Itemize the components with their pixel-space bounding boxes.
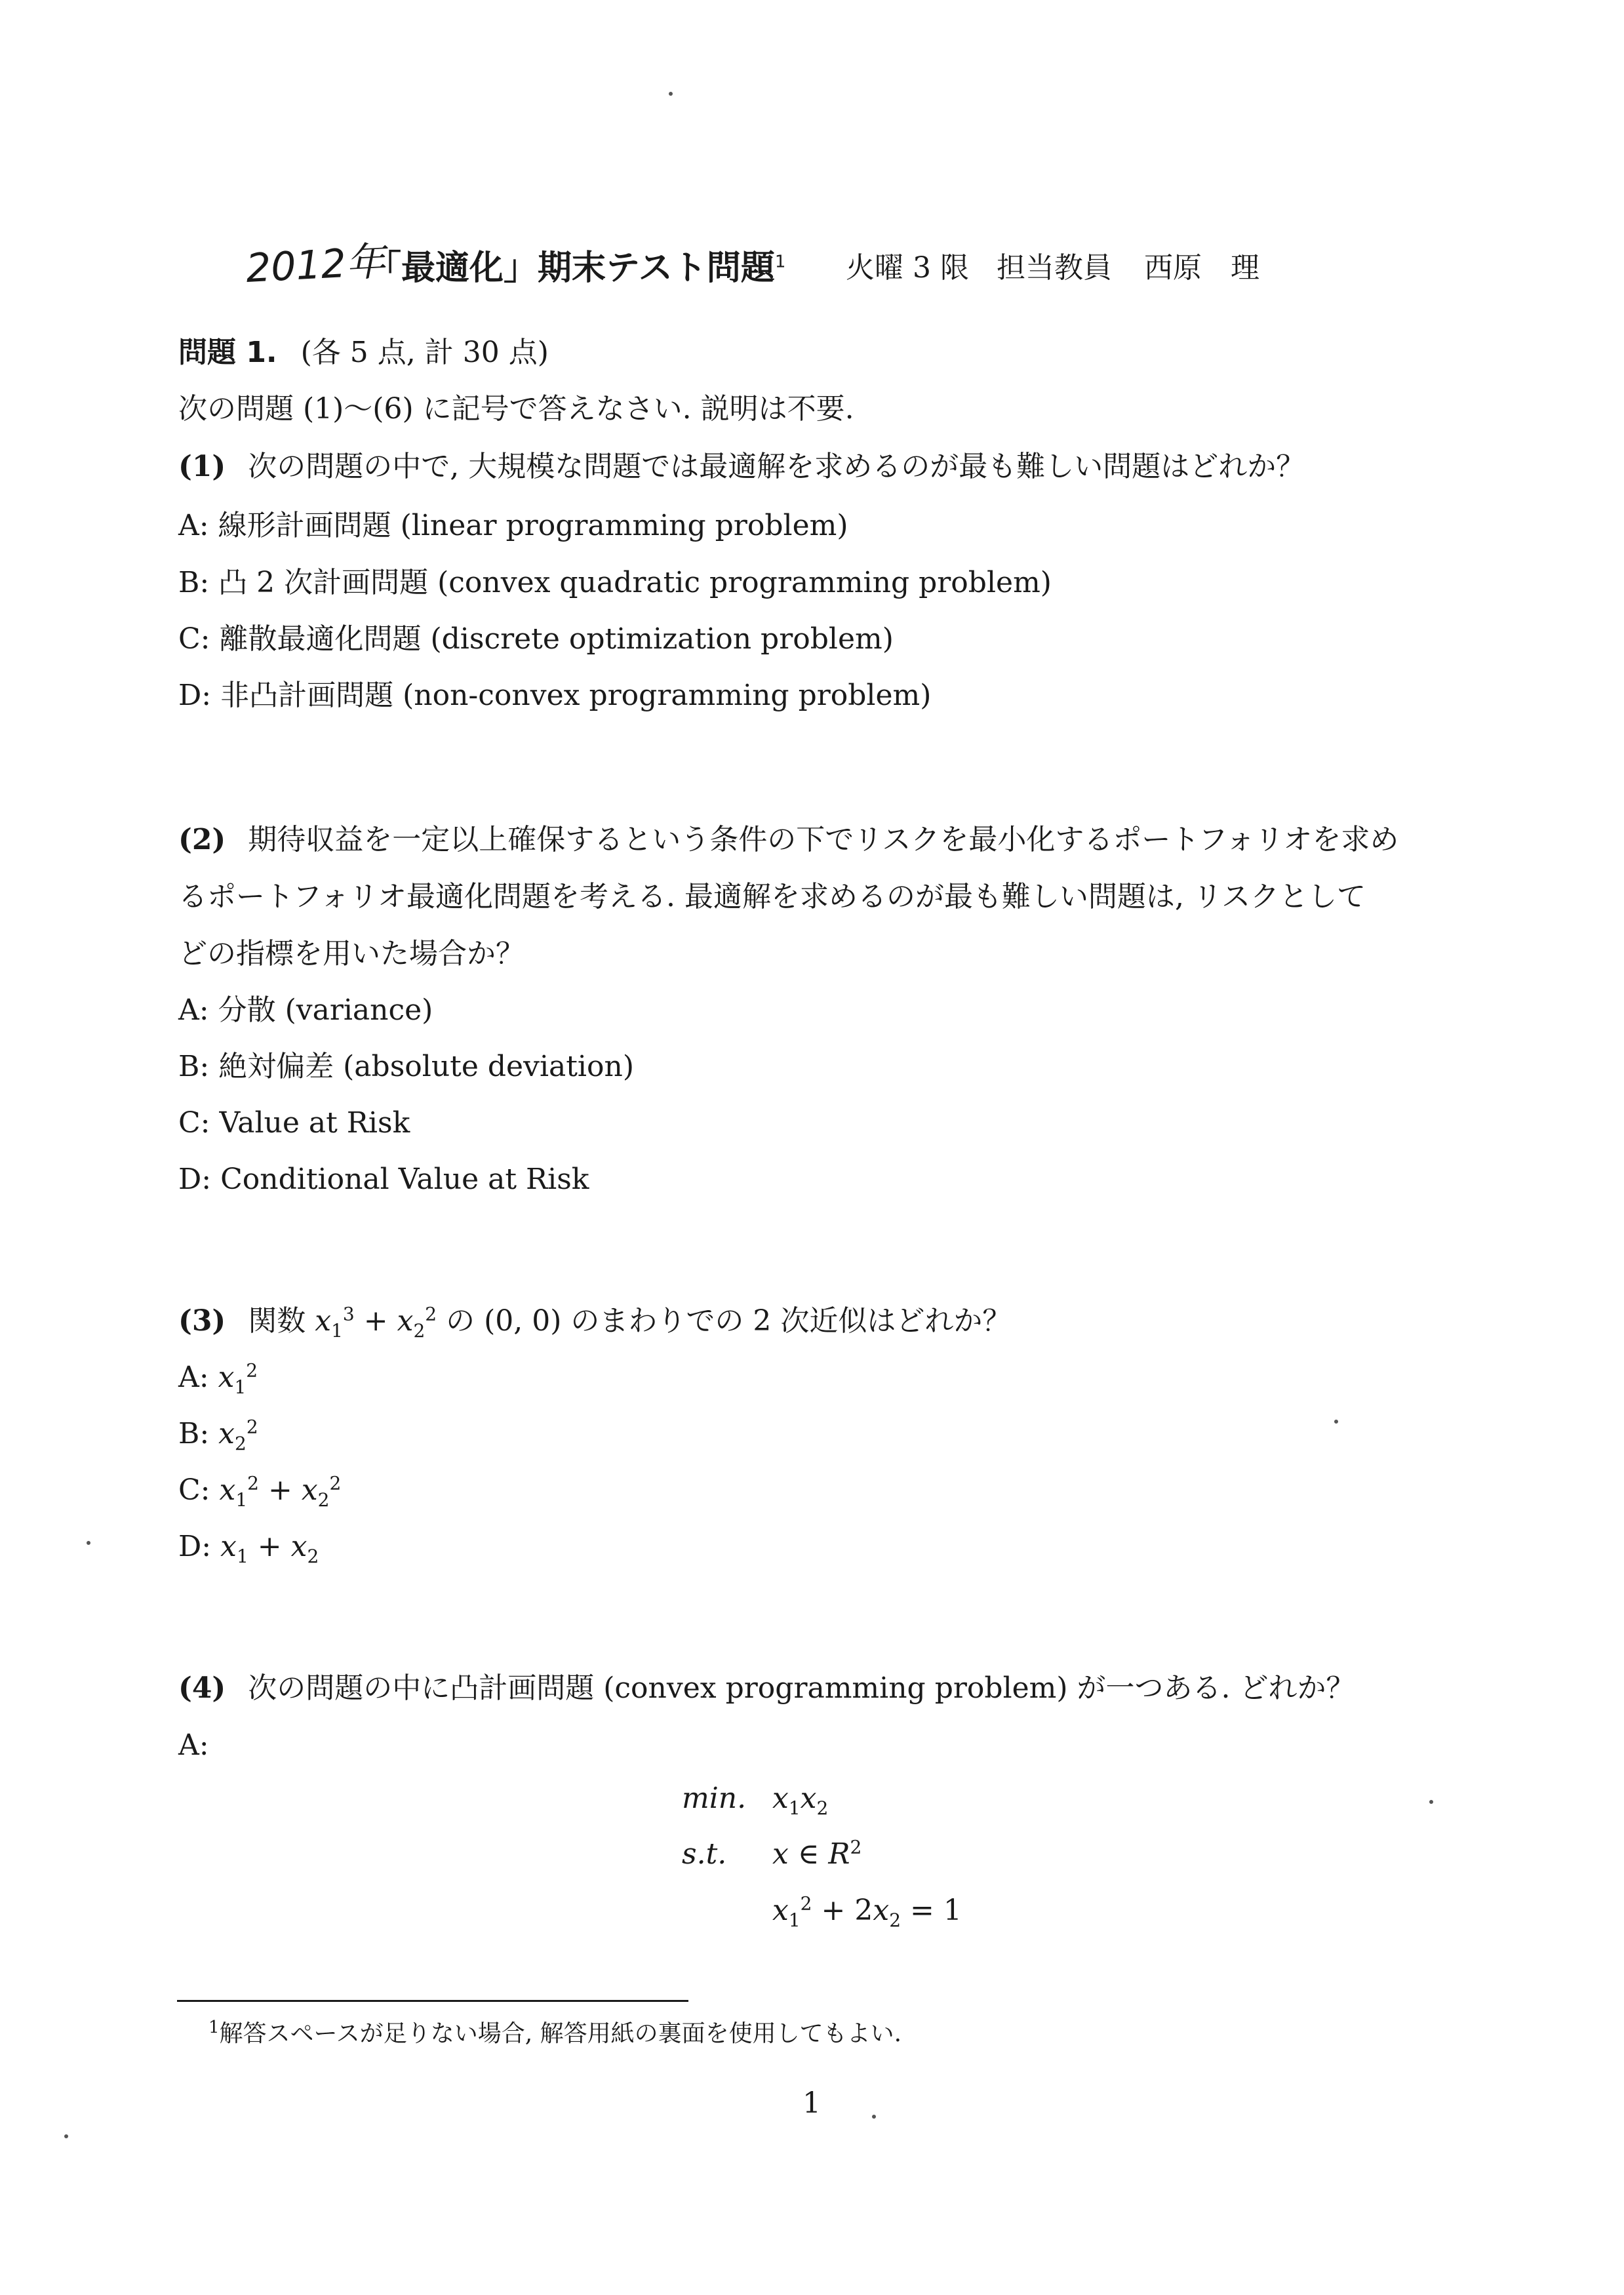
question-4 xyxy=(178,1670,1355,1707)
question-2-number: (2) xyxy=(178,823,226,856)
q3-option-a xyxy=(178,1359,258,1396)
problem-heading xyxy=(178,334,549,371)
question-2-text-line-1: 期待収益を一定以上確保するという条件の下でリスクを最小化するポートフォリオを求め xyxy=(248,823,1399,856)
handwritten-year: 2012年 xyxy=(245,238,387,292)
q3-option-d-formula: $x_1 + x_2$ xyxy=(220,1530,319,1567)
q4-constraint-domain: x ∈ $R^2$ xyxy=(772,1836,862,1871)
q3-option-a-formula: $x_1^2$ xyxy=(218,1359,258,1398)
page-number: 1 xyxy=(802,2086,821,2120)
title-footnote-mark: 1 xyxy=(774,252,786,272)
footnote-text: 解答スペースが足りない場合, 解答用紙の裏面を使用してもよい. xyxy=(219,2020,902,2047)
exam-title-text: 「最適化」期末テスト問題 xyxy=(367,249,775,288)
question-2-text-line-2: るポートフォリオ最適化問題を考える. 最適解を求めるのが最も難しい問題は, リスクとして xyxy=(178,880,1366,913)
q2-option-c: C: Value at Risk xyxy=(178,1106,410,1140)
exam-title xyxy=(367,240,785,289)
q2-option-d: D: Conditional Value at Risk xyxy=(178,1163,589,1196)
q3-option-c-formula: $x_1^2 + x_2^2$ xyxy=(219,1472,342,1511)
q2-option-a: A: 分散 (variance) xyxy=(178,993,433,1027)
question-3 xyxy=(178,1303,1011,1340)
q3-option-c-label: C: xyxy=(178,1473,210,1507)
q3-expansion-point: (0, 0) xyxy=(484,1304,562,1338)
scan-speck xyxy=(872,2115,876,2119)
q3-option-d xyxy=(178,1528,319,1565)
q3-option-a-label: A: xyxy=(178,1361,209,1394)
question-3-text-after: のまわりでの 2 次近似はどれか？ xyxy=(570,1304,1012,1338)
question-3-number: (3) xyxy=(178,1304,226,1338)
q4-constraint-equation: $x_1^2 + 2x_2 = 1$ xyxy=(772,1892,962,1931)
scan-speck xyxy=(64,2134,68,2138)
q4-constraint-rhs: 1 xyxy=(943,1894,962,1927)
question-2 xyxy=(178,822,1398,858)
q4-st-label: s.t. xyxy=(682,1837,727,1871)
q3-option-b-label: B: xyxy=(178,1417,210,1450)
question-3-text-mid: の xyxy=(446,1304,475,1338)
q4-constraint-coef: 2 xyxy=(854,1894,873,1927)
q4-objective: $x_1x_2$ xyxy=(772,1782,829,1819)
instructor-name: 西原 理 xyxy=(1144,251,1259,285)
scan-speck xyxy=(1334,1420,1338,1424)
footnote xyxy=(208,2013,901,2048)
scan-speck xyxy=(669,92,673,96)
question-1-text: 次の問題の中で, 大規模な問題では最適解を求めるのが最も難しい問題はどれか？ xyxy=(248,450,1305,483)
q1-option-b: B: 凸 2 次計画問題 (convex quadratic programming problem) xyxy=(178,566,1052,599)
session-info: 火曜 3 限 xyxy=(846,251,969,285)
q3-function-formula: $x_1^3 + x_2^2$ xyxy=(315,1303,437,1342)
q4-option-a-label: A: xyxy=(178,1728,209,1762)
q2-option-b: B: 絶対偏差 (absolute deviation) xyxy=(178,1050,634,1083)
question-4-number: (4) xyxy=(178,1671,226,1705)
footnote-mark: 1 xyxy=(208,2018,220,2037)
question-1 xyxy=(178,449,1305,485)
q1-option-a: A: 線形計画問題 (linear programming problem) xyxy=(178,509,848,542)
q1-option-d: D: 非凸計画問題 (non-convex programming problem) xyxy=(178,679,932,712)
q3-option-b-formula: $x_2^2$ xyxy=(218,1416,258,1454)
q4-min-label: min. xyxy=(682,1782,747,1815)
question-2-text-line-3: どの指標を用いた場合か？ xyxy=(178,937,525,970)
q3-option-d-label: D: xyxy=(178,1530,212,1563)
problem-label: 問題 1. xyxy=(178,336,277,369)
q1-option-c: C: 離散最適化問題 (discrete optimization problem) xyxy=(178,622,894,656)
scan-speck xyxy=(1429,1800,1433,1804)
footnote-rule xyxy=(177,2000,688,2002)
instructor-label: 担当教員 xyxy=(997,251,1112,285)
question-4-text: 次の問題の中に凸計画問題 (convex programming problem) が一つある. どれか？ xyxy=(248,1671,1355,1705)
q3-option-c xyxy=(178,1472,341,1509)
q3-option-b xyxy=(178,1416,258,1452)
scan-speck xyxy=(87,1541,90,1545)
question-1-number: (1) xyxy=(178,450,226,483)
problem-points: (各 5 点, 計 30 点) xyxy=(300,336,549,369)
question-3-text-before: 関数 xyxy=(248,1304,306,1338)
problem-instruction: 次の問題 (1)〜(6) に記号で答えなさい. 説明は不要. xyxy=(178,392,854,426)
